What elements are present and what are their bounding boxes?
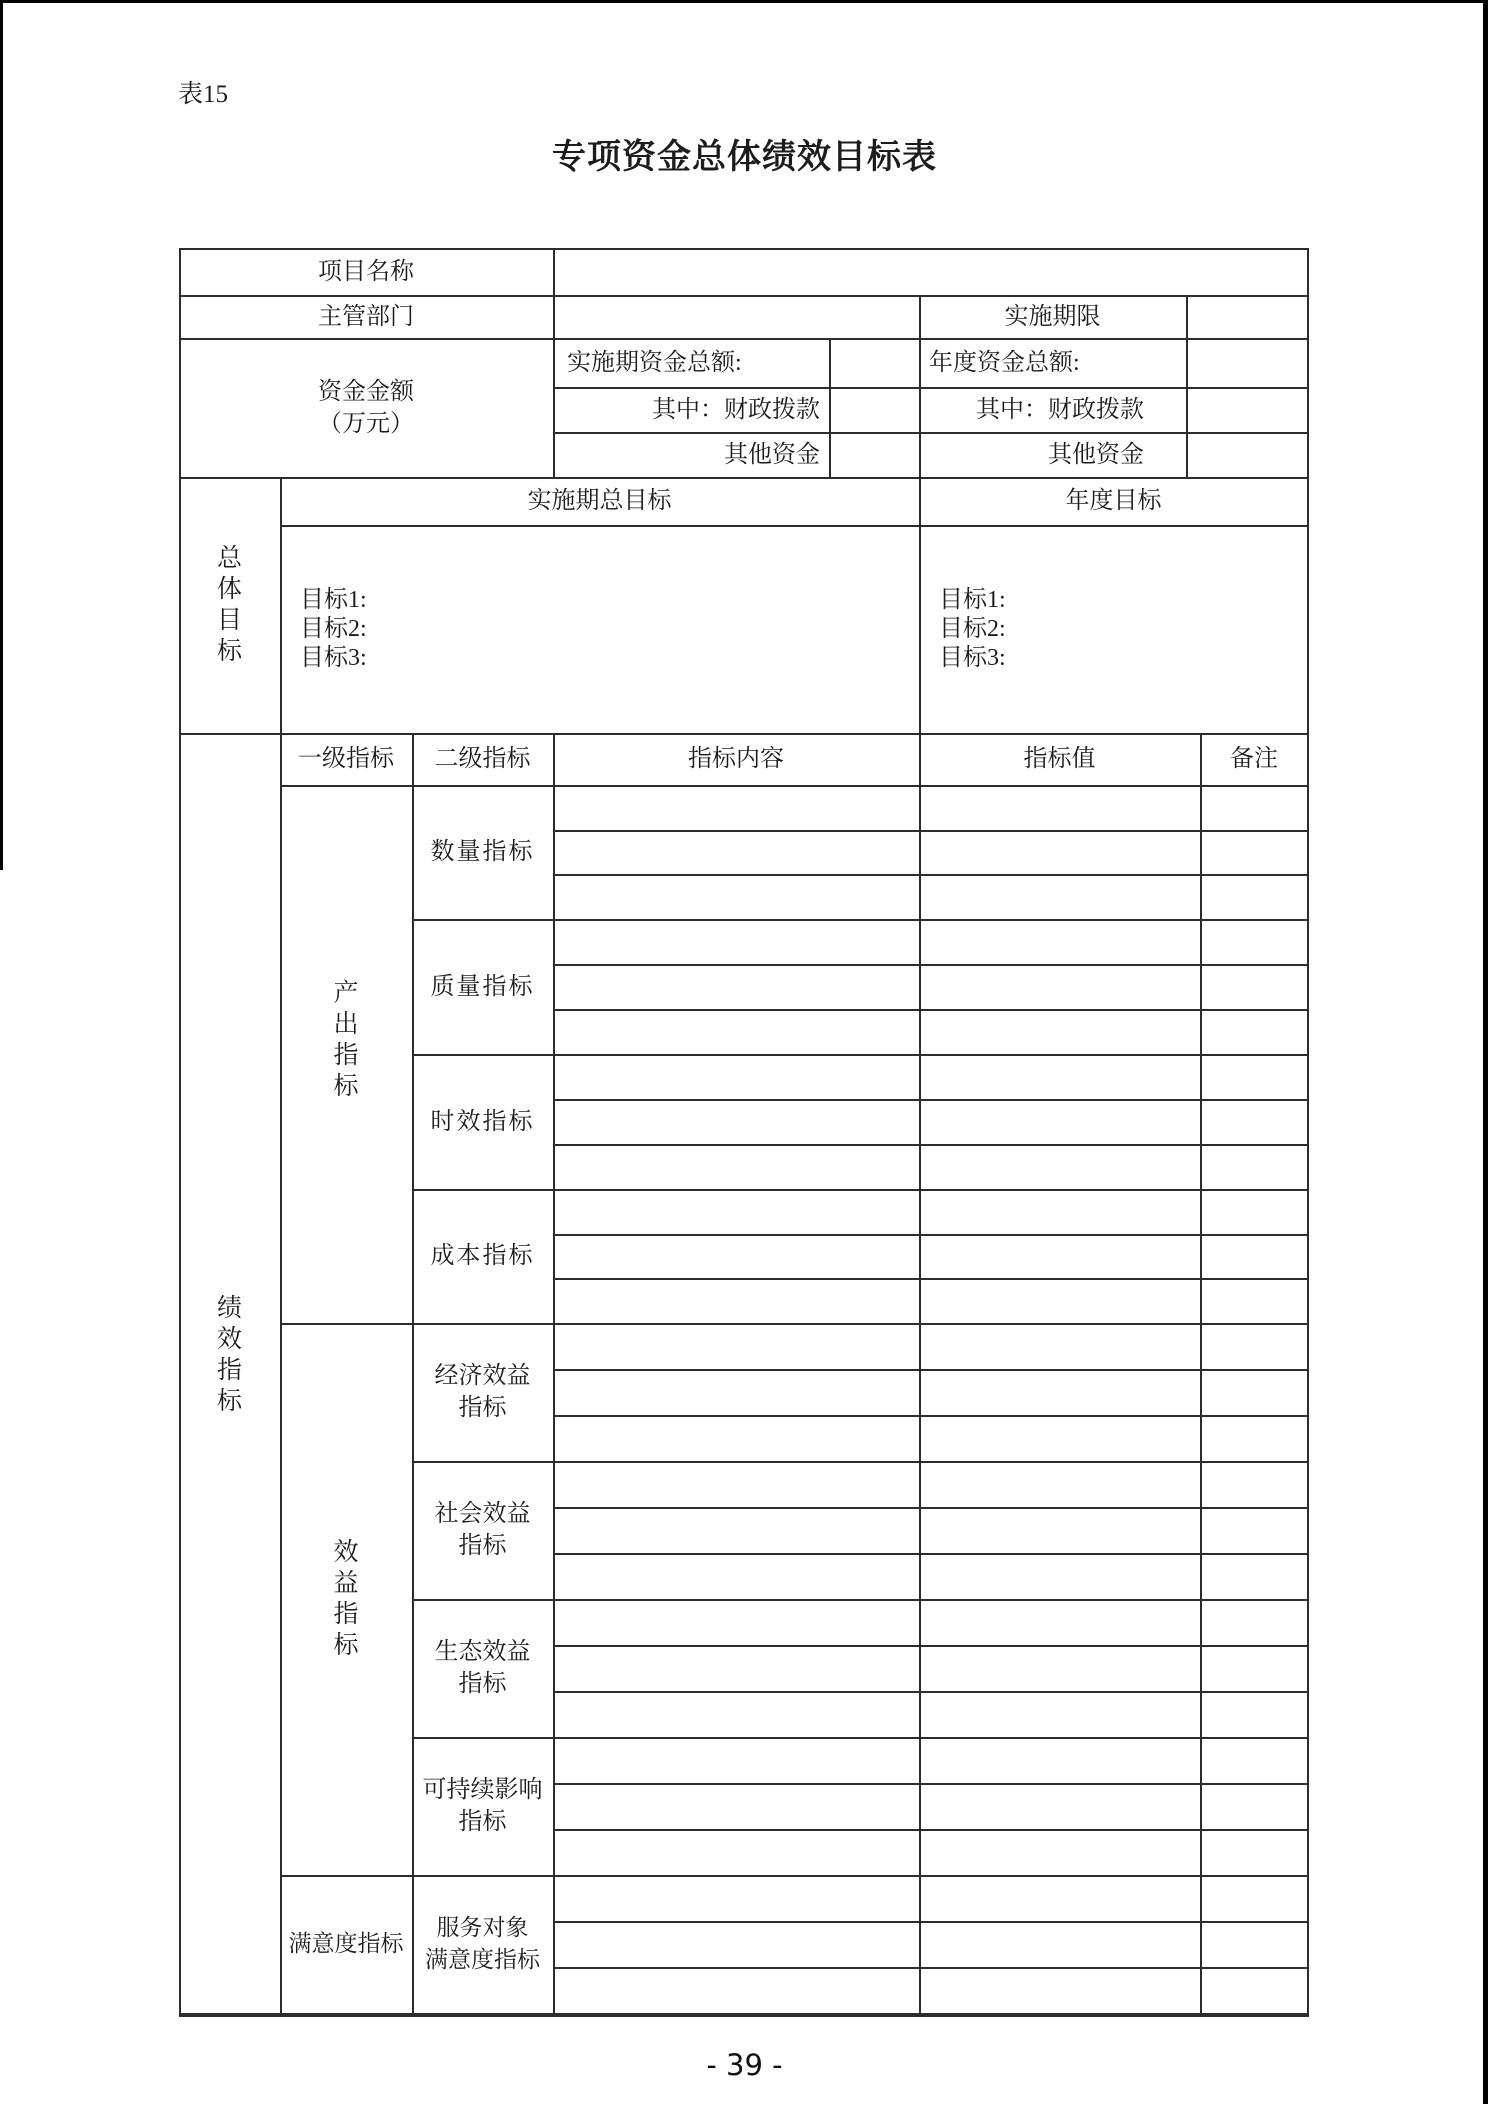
table-grid-line <box>412 1461 1309 1463</box>
table-grid-line <box>553 1645 1309 1647</box>
table-grid-line <box>412 733 414 2015</box>
annual-goal-header: 年度目标 <box>1065 488 1162 514</box>
annual-total-cell <box>1186 338 1308 387</box>
table-grid-line <box>179 477 1309 479</box>
level1-satisfaction-label: 满意度指标 <box>288 1930 404 1956</box>
table-grid-line <box>280 785 1309 787</box>
form-tag: 表15 <box>178 81 229 108</box>
level2-service-satisfaction-label: 服务对象 满意度指标 <box>425 1915 540 1972</box>
overall-goal-section-label: 总体目标 <box>216 545 242 665</box>
table-grid-line <box>553 1783 1309 1785</box>
performance-section-label: 绩效指标 <box>216 1295 242 1415</box>
table-grid-line <box>553 1921 1309 1923</box>
impl-fiscal-label: 其中：财政拨款 <box>652 396 820 423</box>
scan-edge-right <box>1483 0 1488 2104</box>
level2-sustainable-label: 可持续影响 指标 <box>422 1777 543 1835</box>
table-grid-line <box>412 1054 1309 1056</box>
table-grid-line <box>553 1099 1309 1101</box>
department-label: 主管部门 <box>318 303 414 330</box>
table-grid-line <box>553 387 1309 389</box>
table-grid-line <box>553 1967 1309 1969</box>
table-grid-line <box>179 295 1309 297</box>
table-grid-line <box>179 248 1309 250</box>
impl-goal-3: 目标3: <box>300 645 367 671</box>
table-grid-line <box>553 1507 1309 1509</box>
impl-total-cell <box>829 338 919 387</box>
table-grid-line <box>553 1369 1309 1371</box>
annual-total-label: 年度资金总额: <box>929 349 1080 376</box>
impl-goal-header: 实施期总目标 <box>527 488 672 514</box>
annual-other-cell <box>1186 432 1308 477</box>
table-grid-line <box>553 733 555 2015</box>
level1-benefit-label: 效益指标 <box>333 1539 359 1659</box>
table-grid-line <box>412 1599 1309 1601</box>
table-grid-line <box>553 1278 1309 1280</box>
table-grid-line <box>553 1144 1309 1146</box>
impl-goal-2: 目标2: <box>300 616 367 642</box>
scan-edge-left <box>0 0 3 870</box>
table-grid-line <box>280 477 282 2015</box>
impl-goal-list <box>300 586 367 673</box>
table-grid-line <box>553 1691 1309 1693</box>
table-grid-line <box>553 1415 1309 1417</box>
impl-other-cell <box>829 432 919 477</box>
amount-label <box>179 338 553 477</box>
annual-goal-2: 目标2: <box>939 616 1006 642</box>
annual-goal-list <box>939 586 1006 673</box>
page-number: - 39 - <box>706 2048 783 2082</box>
table-grid-line <box>553 1829 1309 1831</box>
level2-economic-label: 经济效益 指标 <box>434 1363 531 1421</box>
annual-fiscal-cell <box>1186 387 1308 432</box>
annual-goal-1: 目标1: <box>939 587 1006 613</box>
table-grid-line <box>553 432 1309 434</box>
level2-cost-label: 成本指标 <box>430 1243 535 1269</box>
table-grid-line <box>179 2013 1309 2017</box>
header-level1: 一级指标 <box>298 746 394 772</box>
table-grid-line <box>553 874 1309 876</box>
header-note: 备注 <box>1230 746 1278 772</box>
level2-ecological-label: 生态效益 指标 <box>434 1639 531 1697</box>
level2-social-label: 社会效益 指标 <box>434 1501 531 1559</box>
table-grid-line <box>280 525 1309 527</box>
table-grid-line <box>553 1234 1309 1236</box>
level2-timeliness-label: 时效指标 <box>430 1108 535 1135</box>
page-title: 专项资金总体绩效目标表 <box>552 138 937 176</box>
table-grid-line <box>553 964 1309 966</box>
project-name-label: 项目名称 <box>318 258 414 285</box>
impl-other-label: 其他资金 <box>724 441 820 468</box>
table-grid-line <box>412 919 1309 921</box>
table-grid-line <box>829 338 831 479</box>
table-grid-line <box>1200 733 1202 2015</box>
impl-total-label: 实施期资金总额: <box>567 349 742 376</box>
table-grid-line <box>280 1323 1309 1325</box>
table-grid-line <box>919 295 921 2015</box>
period-label: 实施期限 <box>1004 303 1101 330</box>
table-grid-line <box>280 1875 1309 1877</box>
table-grid-line <box>1307 248 1309 2017</box>
amount-label-line2: （万元） <box>318 410 414 437</box>
scan-edge-top <box>0 0 1488 3</box>
annual-other-label: 其他资金 <box>1048 441 1144 468</box>
level2-quality-label: 质量指标 <box>430 973 535 1000</box>
period-cell <box>1186 295 1308 338</box>
table-grid-line <box>553 248 555 479</box>
table-grid-line <box>553 830 1309 832</box>
header-level2: 二级指标 <box>434 746 531 772</box>
table-grid-line <box>179 338 1309 340</box>
impl-fiscal-cell <box>829 387 919 432</box>
table-grid-line <box>412 1189 1309 1191</box>
project-name-cell <box>553 248 1308 295</box>
amount-label-line1: 资金金额 <box>318 378 414 405</box>
table-grid-line <box>553 1009 1309 1011</box>
table-grid-line <box>412 1737 1309 1739</box>
table-grid-line <box>553 1553 1309 1555</box>
level2-quantity-label: 数量指标 <box>430 839 535 865</box>
level1-output-label: 产出指标 <box>333 980 359 1100</box>
department-cell <box>553 295 919 338</box>
table-grid-line <box>179 733 1309 735</box>
table-grid-line <box>179 248 181 2017</box>
header-value: 指标值 <box>1023 746 1096 772</box>
annual-fiscal-label: 其中：财政拨款 <box>976 396 1144 423</box>
annual-goal-3: 目标3: <box>939 645 1006 671</box>
impl-goal-1: 目标1: <box>300 587 367 613</box>
header-content: 指标内容 <box>688 746 784 772</box>
